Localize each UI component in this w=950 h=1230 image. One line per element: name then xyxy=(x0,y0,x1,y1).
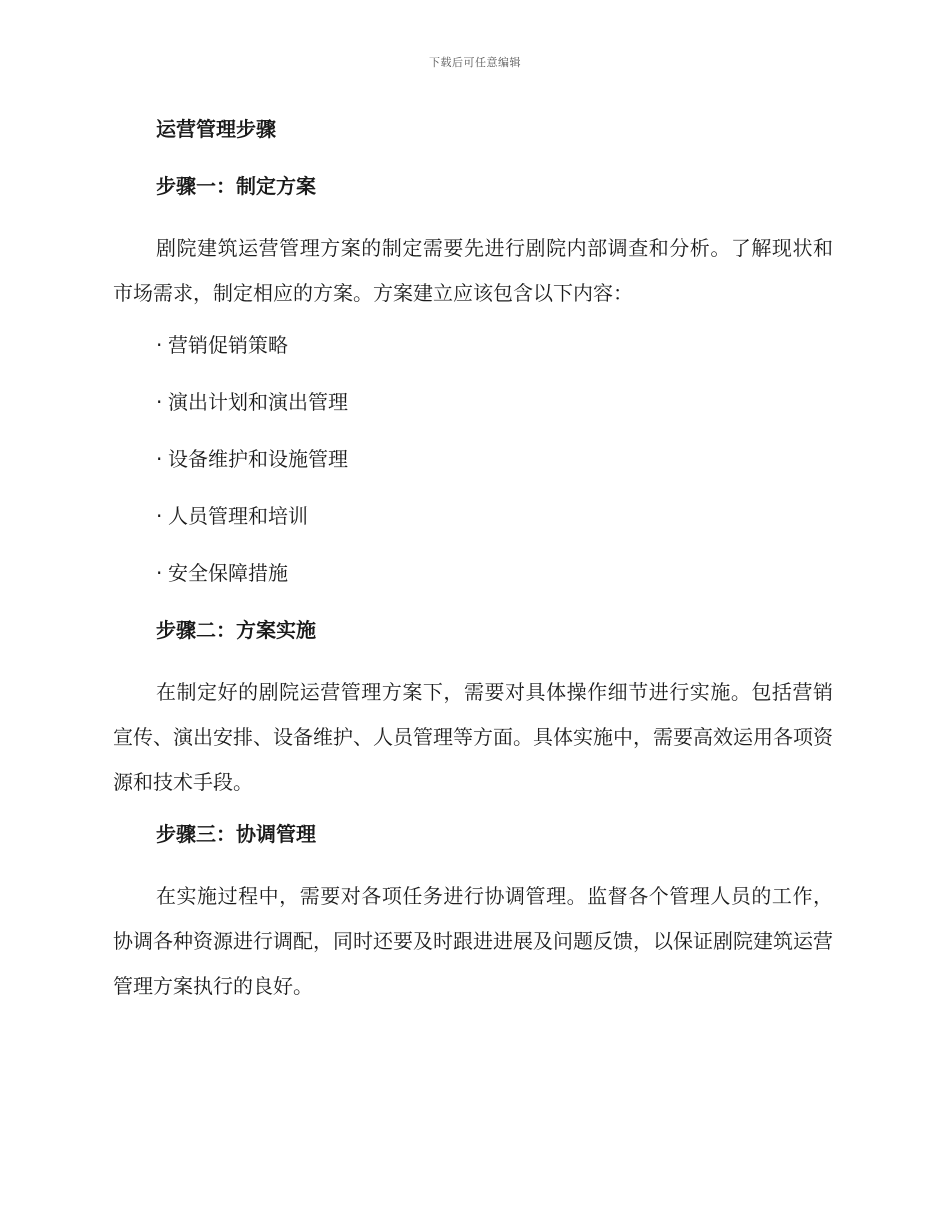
step-2-paragraph: 在制定好的剧院运营管理方案下，需要对具体操作细节进行实施。包括营销宣传、演出安排、设备维护、人员管理等方面。具体实施中，需要高效运用各项资源和技术手段。 xyxy=(113,680,833,794)
list-item xyxy=(113,442,833,476)
step-3-heading: 步骤三：协调管理 xyxy=(156,822,316,846)
list-item-text: 设备维护和设施管理 xyxy=(168,447,348,471)
document-title: 运营管理步骤 xyxy=(156,117,276,141)
list-item xyxy=(113,328,833,362)
list-item xyxy=(113,556,833,590)
step-1-paragraph: 剧院建筑运营管理方案的制定需要先进行剧院内部调查和分析。了解现状和市场需求，制定相应的方案。方案建立应该包含以下内容： xyxy=(113,236,833,305)
page-header: 下载后可任意编辑 xyxy=(429,56,521,69)
list-item xyxy=(113,385,833,419)
list-item-text: 营销促销策略 xyxy=(168,333,288,357)
list-item xyxy=(113,499,833,533)
list-item-text: 安全保障措施 xyxy=(168,561,288,585)
step-3-paragraph: 在实施过程中，需要对各项任务进行协调管理。监督各个管理人员的工作，协调各种资源进行调配，同时还要及时跟进进展及问题反馈，以保证剧院建筑运营管理方案执行的良好。 xyxy=(113,884,833,998)
list-item-text: 人员管理和培训 xyxy=(168,504,308,528)
bullet-icon: · xyxy=(156,447,163,471)
bullet-icon: · xyxy=(156,561,163,585)
step-2-heading: 步骤二：方案实施 xyxy=(156,618,316,642)
bullet-icon: · xyxy=(156,333,163,357)
bullet-icon: · xyxy=(156,390,163,414)
step-1-list xyxy=(113,328,833,590)
step-1-heading: 步骤一：制定方案 xyxy=(156,174,316,198)
list-item-text: 演出计划和演出管理 xyxy=(168,390,348,414)
document-body xyxy=(113,112,833,1021)
bullet-icon: · xyxy=(156,504,163,528)
